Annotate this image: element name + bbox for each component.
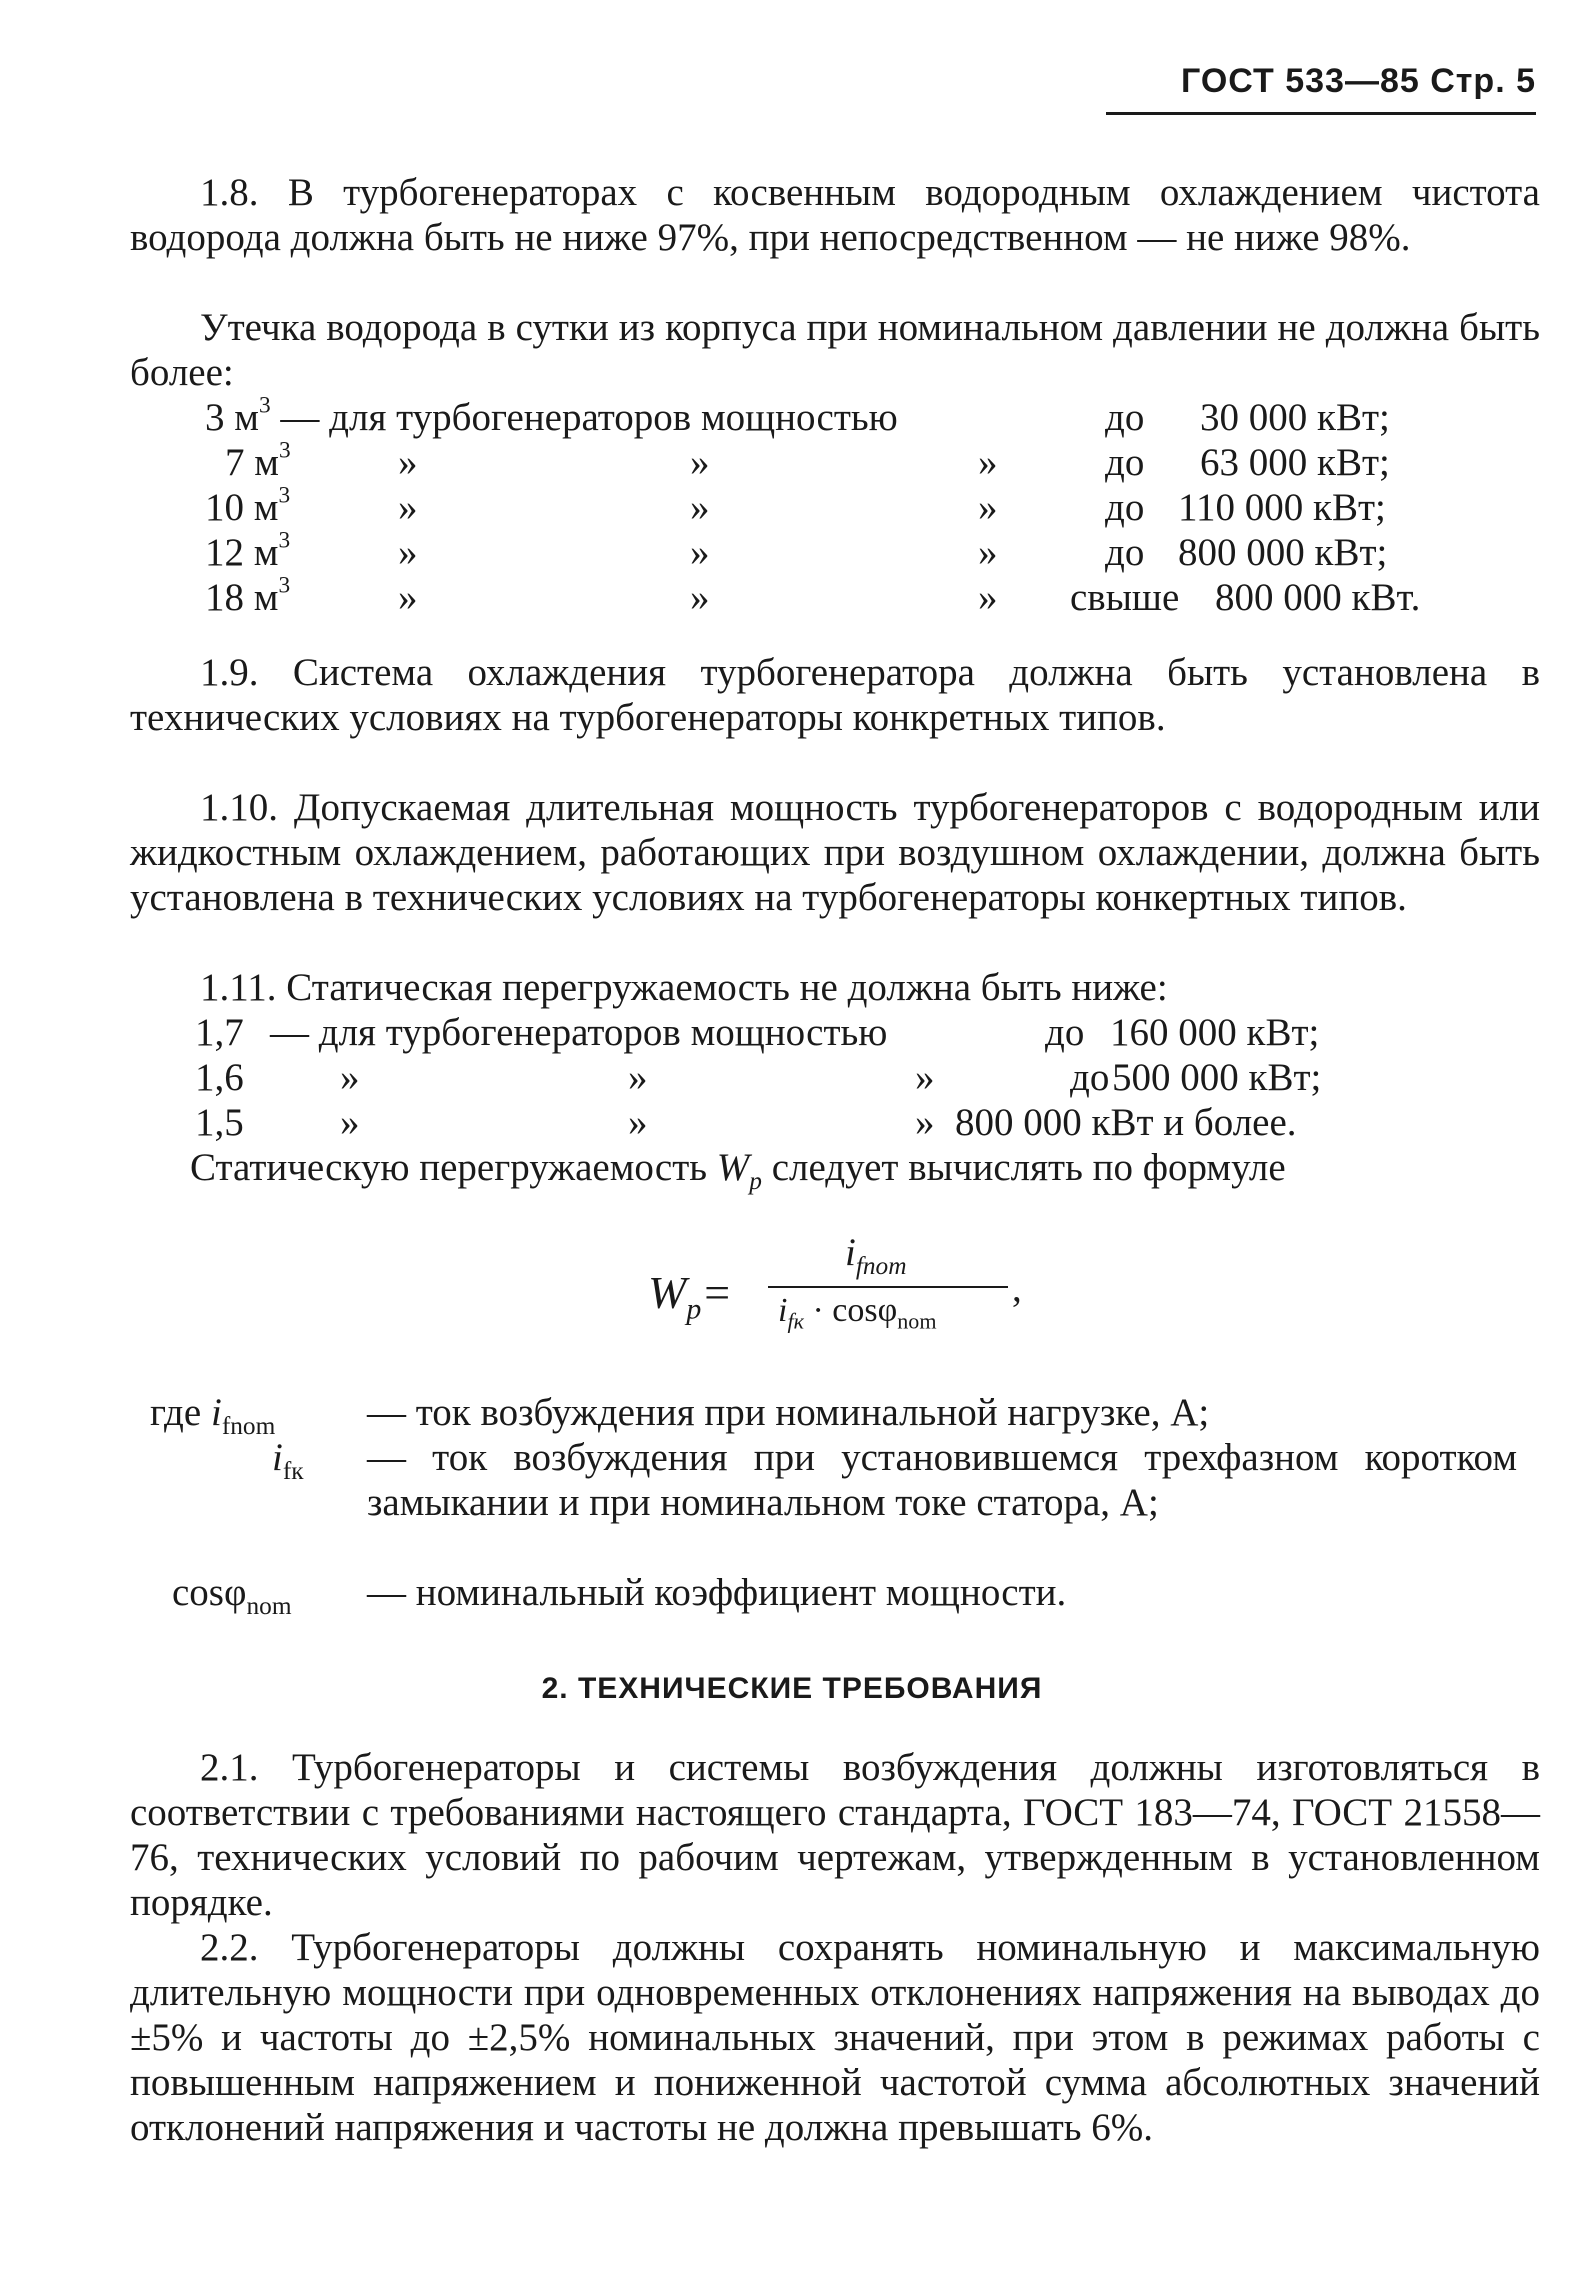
paragraph-1-9: 1.9. Система охлаждения турбогенератора должна быть установлена в технических условиях на турбогенераторы конкретных типов. xyxy=(130,651,1540,739)
fraction-bar xyxy=(768,1286,1008,1288)
paragraph-1-10: 1.10. Допускаемая длительная мощность турбогенераторов с водородным или жидкостным охлаждением, работающих при воздушном охлаждении, должна быть установлена в технических условиях на турбогенераторы конкертных типов. xyxy=(130,786,1540,919)
leak-row: 10 $м^3$ xyxy=(205,482,291,529)
header-rule xyxy=(1106,112,1536,115)
paragraph-2-1: 2.1. Турбогенераторы и системы возбуждения должны изготовляться в соответствии с требованиями настоящего стандарта, ГОСТ 183—74, ГОСТ 21558—76, технических условий по рабочим чертежам, утвержденным в установленном порядке. xyxy=(130,1746,1540,1924)
formula-denominator: $i_{fк} \cdot \cos\varphi_{nom}$ xyxy=(778,1292,937,1334)
leak-row: 7 $м^3$ xyxy=(225,437,291,484)
leak-value: 30 000 кВт; xyxy=(1200,396,1390,439)
definition-term: $i_{fк}$ xyxy=(272,1436,304,1485)
section-title: 2. ТЕХНИЧЕСКИЕ ТРЕБОВАНИЯ xyxy=(541,1672,1043,1705)
formula-intro: Статическую перегружаемость $W_p$ следует вычислять по формуле xyxy=(190,1146,1286,1195)
page-header: ГОСТ 533—85 Стр. 5 xyxy=(1181,62,1536,100)
leak-cond: до xyxy=(1105,396,1145,439)
leak-row: 12 $м^3$ xyxy=(205,527,291,574)
paragraph-1-8: 1.8. В турбогенераторах с косвенным водородным охлаждением чистота водорода должна быть не ниже 97%, при непосредственном — не ниже 98%. xyxy=(130,171,1540,259)
document-page: ГОСТ 533—85 Стр. 5 1.8. В турбогенераторах с косвенным водородным охлаждением чистота водорода должна быть не ниже 97%, при непосредственном — не ниже 98%. Утечка водорода в сутки из корпуса при номинальном давлении не должна быть более: 3 $м^3$ — для турбогенераторов мощностью до 30 000 кВт; 7 $м^3$ » » » до 63 000 кВт; 10 $м^3$ » » » до 110 000 кВт; 12 $м^3$ » » » до 800 000 кВт; 18 $м^3$ » » » свыше 800 000 кВт. 1.9. Система охлаждения турбогенератора должна быть установлена в технических условиях на турбогенераторы конкретных типов. 1.10. Допускаемая длительная мощность турбогенераторов с водородным или жидкостным охлаждением, работающих при воздушном охлаждении, должна быть установлена в технических условиях на турбогенераторы конкертных типов. 1.11. Статическая перегружаемость не должна быть ниже: 1,7 — для турбогенераторов мощностью до 160 000 кВт; 1,6 » » » до 500 000 кВт; 1,5 » » » 800 000 кВт и более. Статическую перегружаемость $W_p$ следует вычислять по формуле $W_p=$ $i_{fnom}$ $i_{fк} \cdot \cos\varphi_{nom}$ , где $i_{fnom}$ — ток возбуждения при номинальной нагрузке, А; $i_{fк}$ — ток возбуждения при установившемся трехфазном коротком замыкании и при номинальном токе статора, А; cosφ$_{nom}$ — номинальный коэффициент мощности. 2. ТЕХНИЧЕСКИЕ ТРЕБОВАНИЯ 2.1. Турбогенераторы и системы возбуждения должны изготовляться в соответствии с требованиями настоящего стандарта, ГОСТ 183—74, ГОСТ 21558—76, технических условий по рабочим чертежам, утвержденным в установленном порядке. 2.2. Турбогенераторы должны сохранять номинальную и максимальную длительную мощности при одновременных отклонениях напряжения на выводах до ±5% и частоты до ±2,5% номинальных значений, при этом в режимах работы с повышенным напряжением и пониженной частотой сумма абсолютных значений отклонений напряжения и частоты не должна превышать 6%. xyxy=(0,0,1584,2278)
leak-row: 3 $м^3$ — для турбогенераторов мощностью xyxy=(205,392,898,439)
formula-lhs: $W_p=$ xyxy=(648,1267,733,1326)
paragraph-1-11: 1.11. Статическая перегружаемость не должна быть ниже: xyxy=(200,966,1168,1009)
formula-wp: $W_p=$ $i_{fnom}$ $i_{fк} \cdot \cos\varphi_{nom}$ , xyxy=(648,1231,1022,1334)
definition-term: где $i_{fnom}$ xyxy=(150,1391,276,1440)
leak-row: 18 $м^3$ xyxy=(205,572,291,619)
formula-numerator: $i_{fnom}$ xyxy=(845,1231,907,1280)
definition-term: cosφ$_{nom}$ xyxy=(172,1571,292,1620)
paragraph-leak-intro: Утечка водорода в сутки из корпуса при номинальном давлении не должна быть более: xyxy=(130,306,1540,394)
paragraph-2-2: 2.2. Турбогенераторы должны сохранять номинальную и максимальную длительную мощности при одновременных отклонениях напряжения на выводах до ±5% и частоты до ±2,5% номинальных значений, при этом в режимах работы с повышенным напряжением и пониженной частотой сумма абсолютных значений отклонений напряжения и частоты не должна превышать 6%. xyxy=(130,1926,1540,2149)
